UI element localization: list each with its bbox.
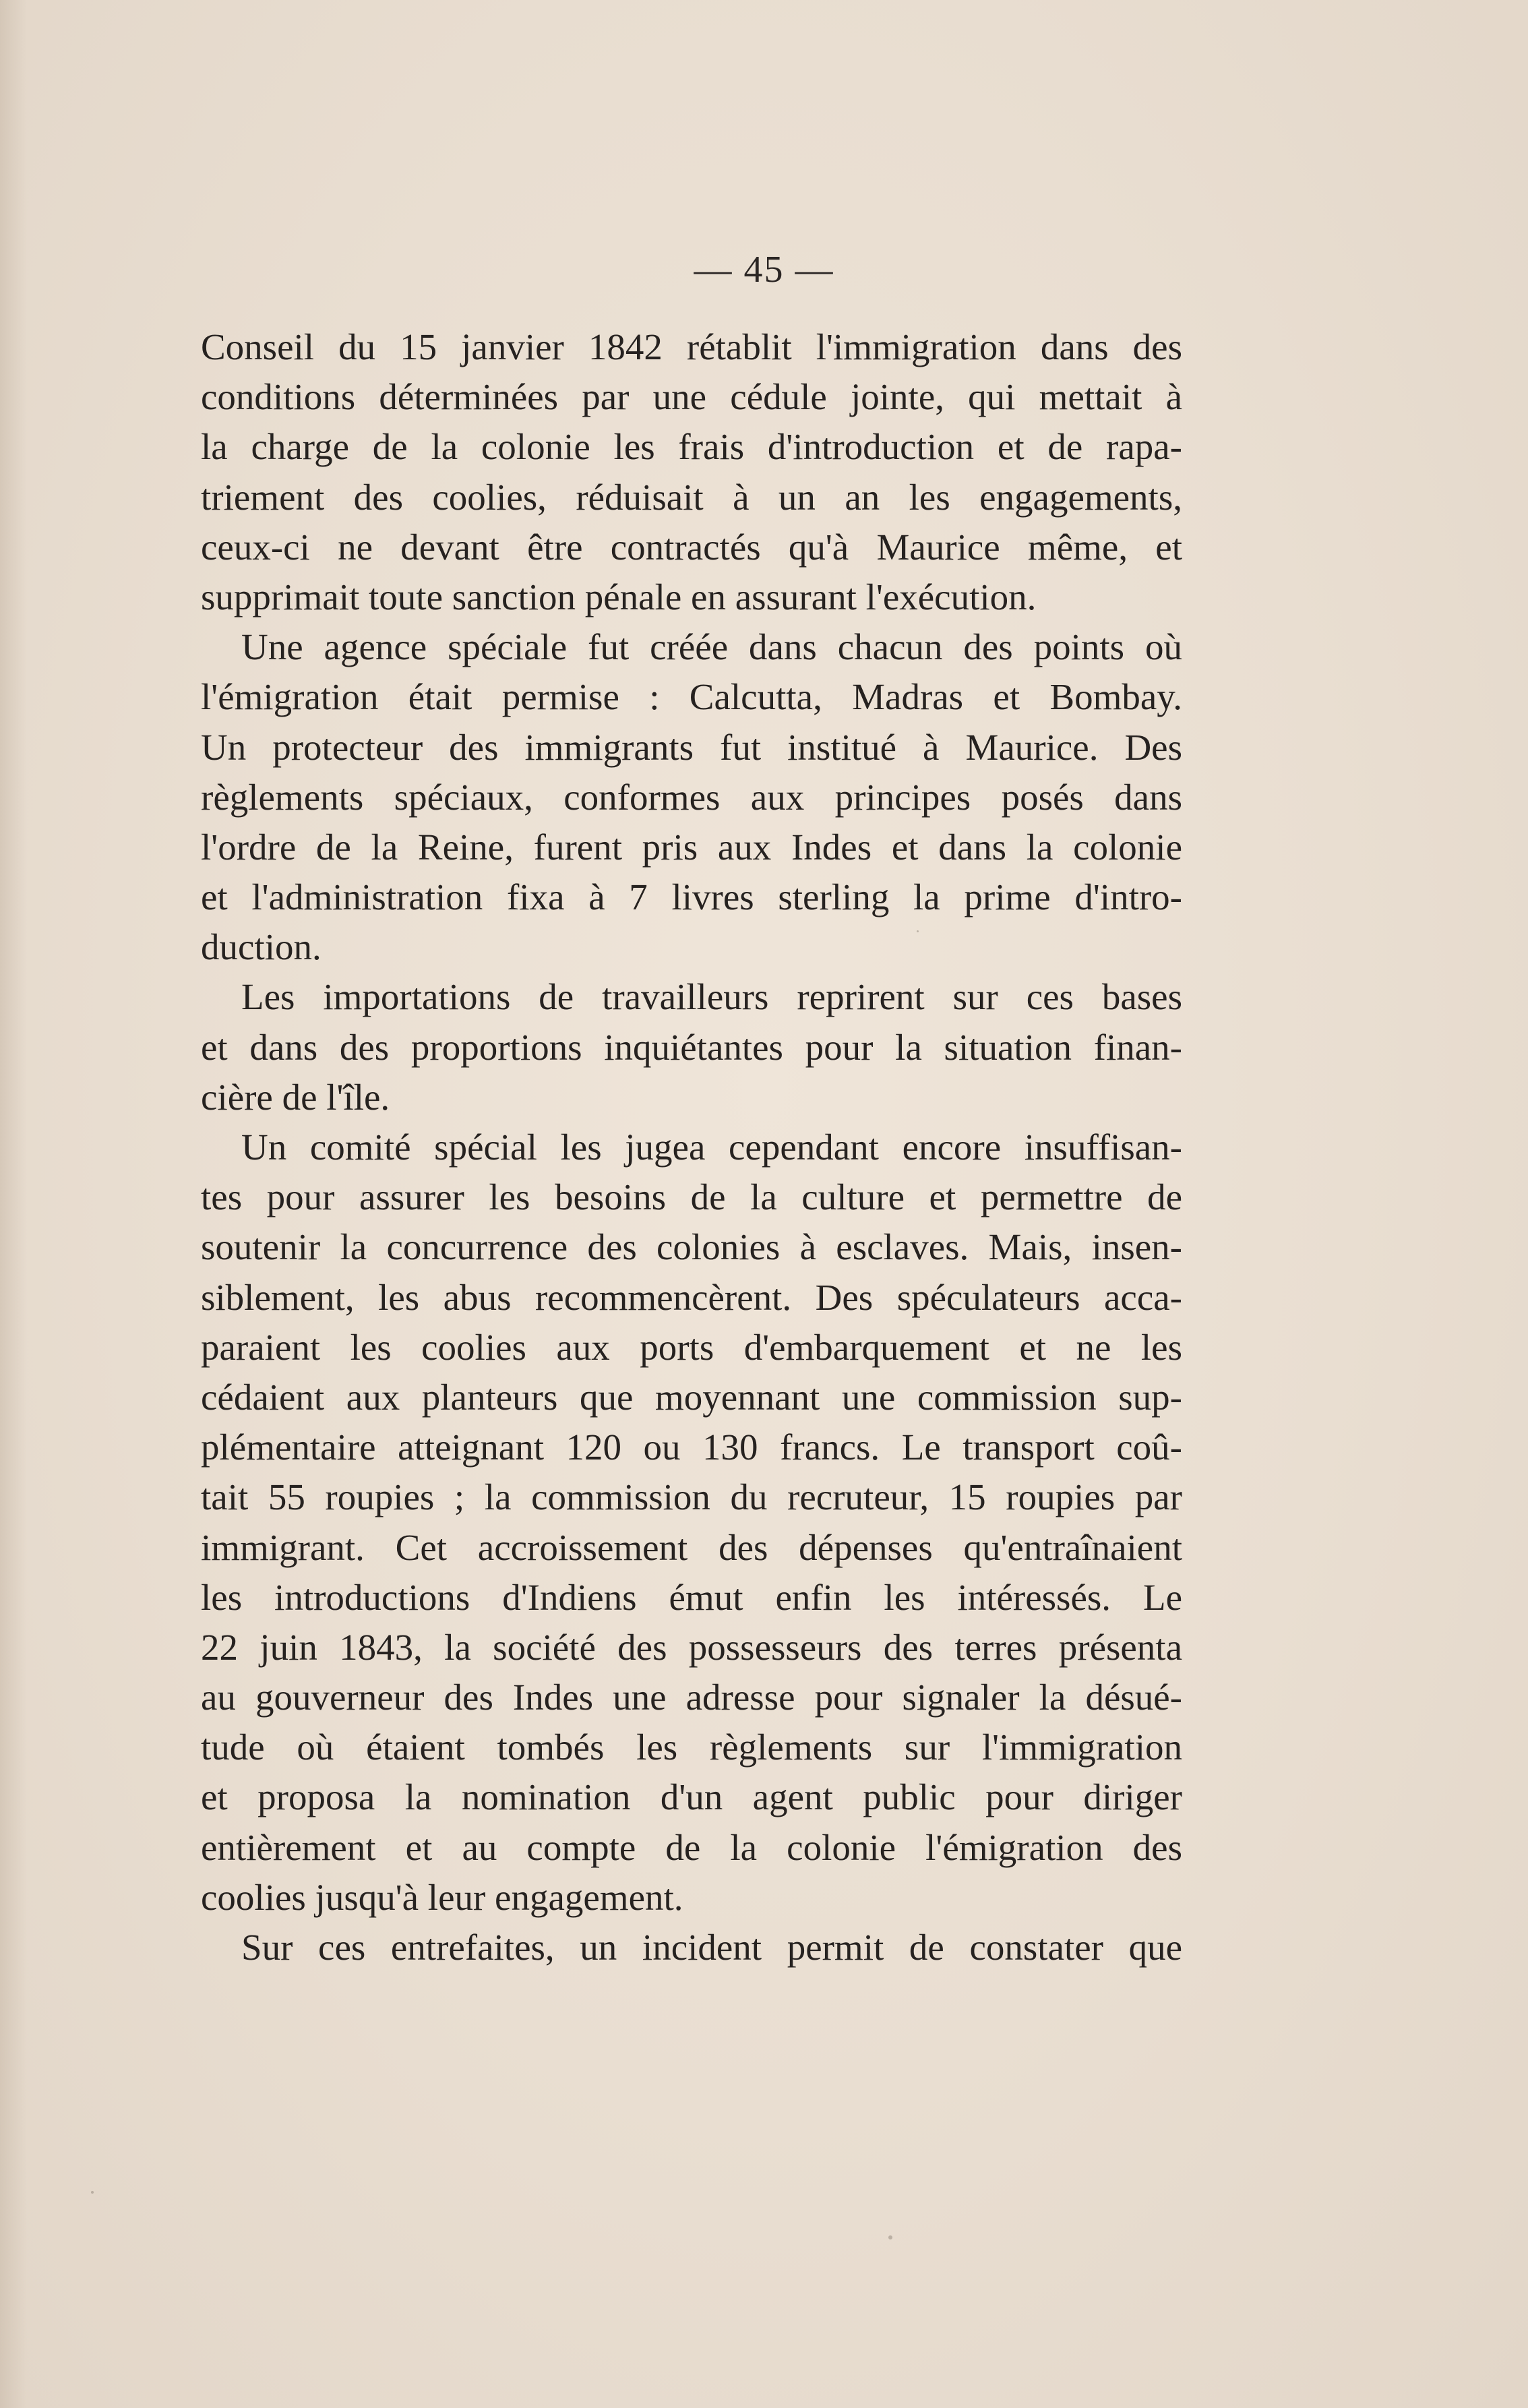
text-line: Un comité spécial les jugea cependant encore insuffisan- xyxy=(241,1126,1182,1168)
body-text xyxy=(201,322,1182,1973)
text-line: supprimait toute sanction pénale en assurant l'exécution. xyxy=(201,576,1037,618)
text-line: plémentaire atteignant 120 ou 130 francs. Le transport coû- xyxy=(201,1426,1182,1468)
paragraph xyxy=(201,1122,1182,1923)
text-line: l'ordre de la Reine, furent pris aux Indes et dans la colonie xyxy=(201,826,1182,868)
text-line: les introductions d'Indiens émut enfin les intéressés. Le xyxy=(201,1576,1182,1618)
paragraph xyxy=(201,322,1182,622)
paper-speck xyxy=(888,2235,892,2239)
text-line: entièrement et au compte de la colonie l'émigration des xyxy=(201,1826,1182,1868)
text-line: l'émigration était permise : Calcutta, Madras et Bombay. xyxy=(201,676,1182,718)
text-line: Une agence spéciale fut créée dans chacun des points où xyxy=(241,626,1182,668)
text-line: tes pour assurer les besoins de la culture et permettre de xyxy=(201,1176,1182,1218)
text-line: et dans des proportions inquiétantes pour la situation finan- xyxy=(201,1026,1182,1068)
text-line: ceux-ci ne devant être contractés qu'à Maurice même, et xyxy=(201,526,1182,568)
text-line: cédaient aux planteurs que moyennant une commission sup- xyxy=(201,1376,1182,1418)
page-edge-shadow xyxy=(0,0,27,2408)
text-line: et l'administration fixa à 7 livres sterling la prime d'intro- xyxy=(201,876,1182,918)
paragraph xyxy=(201,972,1182,1122)
text-line: règlements spéciaux, conformes aux principes posés dans xyxy=(201,776,1182,818)
text-line: cière de l'île. xyxy=(201,1076,390,1118)
text-line: 22 juin 1843, la société des possesseurs des terres présenta xyxy=(201,1626,1182,1668)
text-line: Les importations de travailleurs reprirent sur ces bases xyxy=(241,976,1182,1018)
paper-speck xyxy=(91,2191,94,2194)
text-line: Sur ces entrefaites, un incident permit de constater que xyxy=(241,1927,1182,1968)
text-line: duction. xyxy=(201,926,322,968)
text-line: coolies jusqu'à leur engagement. xyxy=(201,1876,683,1918)
paragraph xyxy=(201,1923,1182,1973)
text-line: la charge de la colonie les frais d'introduction et de rapa- xyxy=(201,426,1182,468)
text-line: au gouverneur des Indes une adresse pour signaler la désué- xyxy=(201,1677,1182,1718)
text-line: paraient les coolies aux ports d'embarquement et ne les xyxy=(201,1326,1182,1368)
paragraph xyxy=(201,622,1182,972)
text-line: Un protecteur des immigrants fut institué à Maurice. Des xyxy=(201,726,1182,768)
text-line: Conseil du 15 janvier 1842 rétablit l'immigration dans des xyxy=(201,326,1182,367)
paper-speck xyxy=(917,930,919,932)
text-line: siblement, les abus recommencèrent. Des spéculateurs acca- xyxy=(201,1276,1182,1318)
text-line: conditions déterminées par une cédule jointe, qui mettait à xyxy=(201,376,1182,418)
page-number: — 45 — xyxy=(694,249,834,291)
text-line: et proposa la nomination d'un agent public pour diriger xyxy=(201,1776,1182,1818)
text-line: tude où étaient tombés les règlements sur l'immigration xyxy=(201,1726,1182,1768)
text-line: immigrant. Cet accroissement des dépenses qu'entraînaient xyxy=(201,1526,1182,1568)
text-line: triement des coolies, réduisait à un an les engagements, xyxy=(201,476,1182,518)
text-line: soutenir la concurrence des colonies à esclaves. Mais, insen- xyxy=(201,1226,1182,1268)
text-line: tait 55 roupies ; la commission du recruteur, 15 roupies par xyxy=(201,1476,1182,1518)
